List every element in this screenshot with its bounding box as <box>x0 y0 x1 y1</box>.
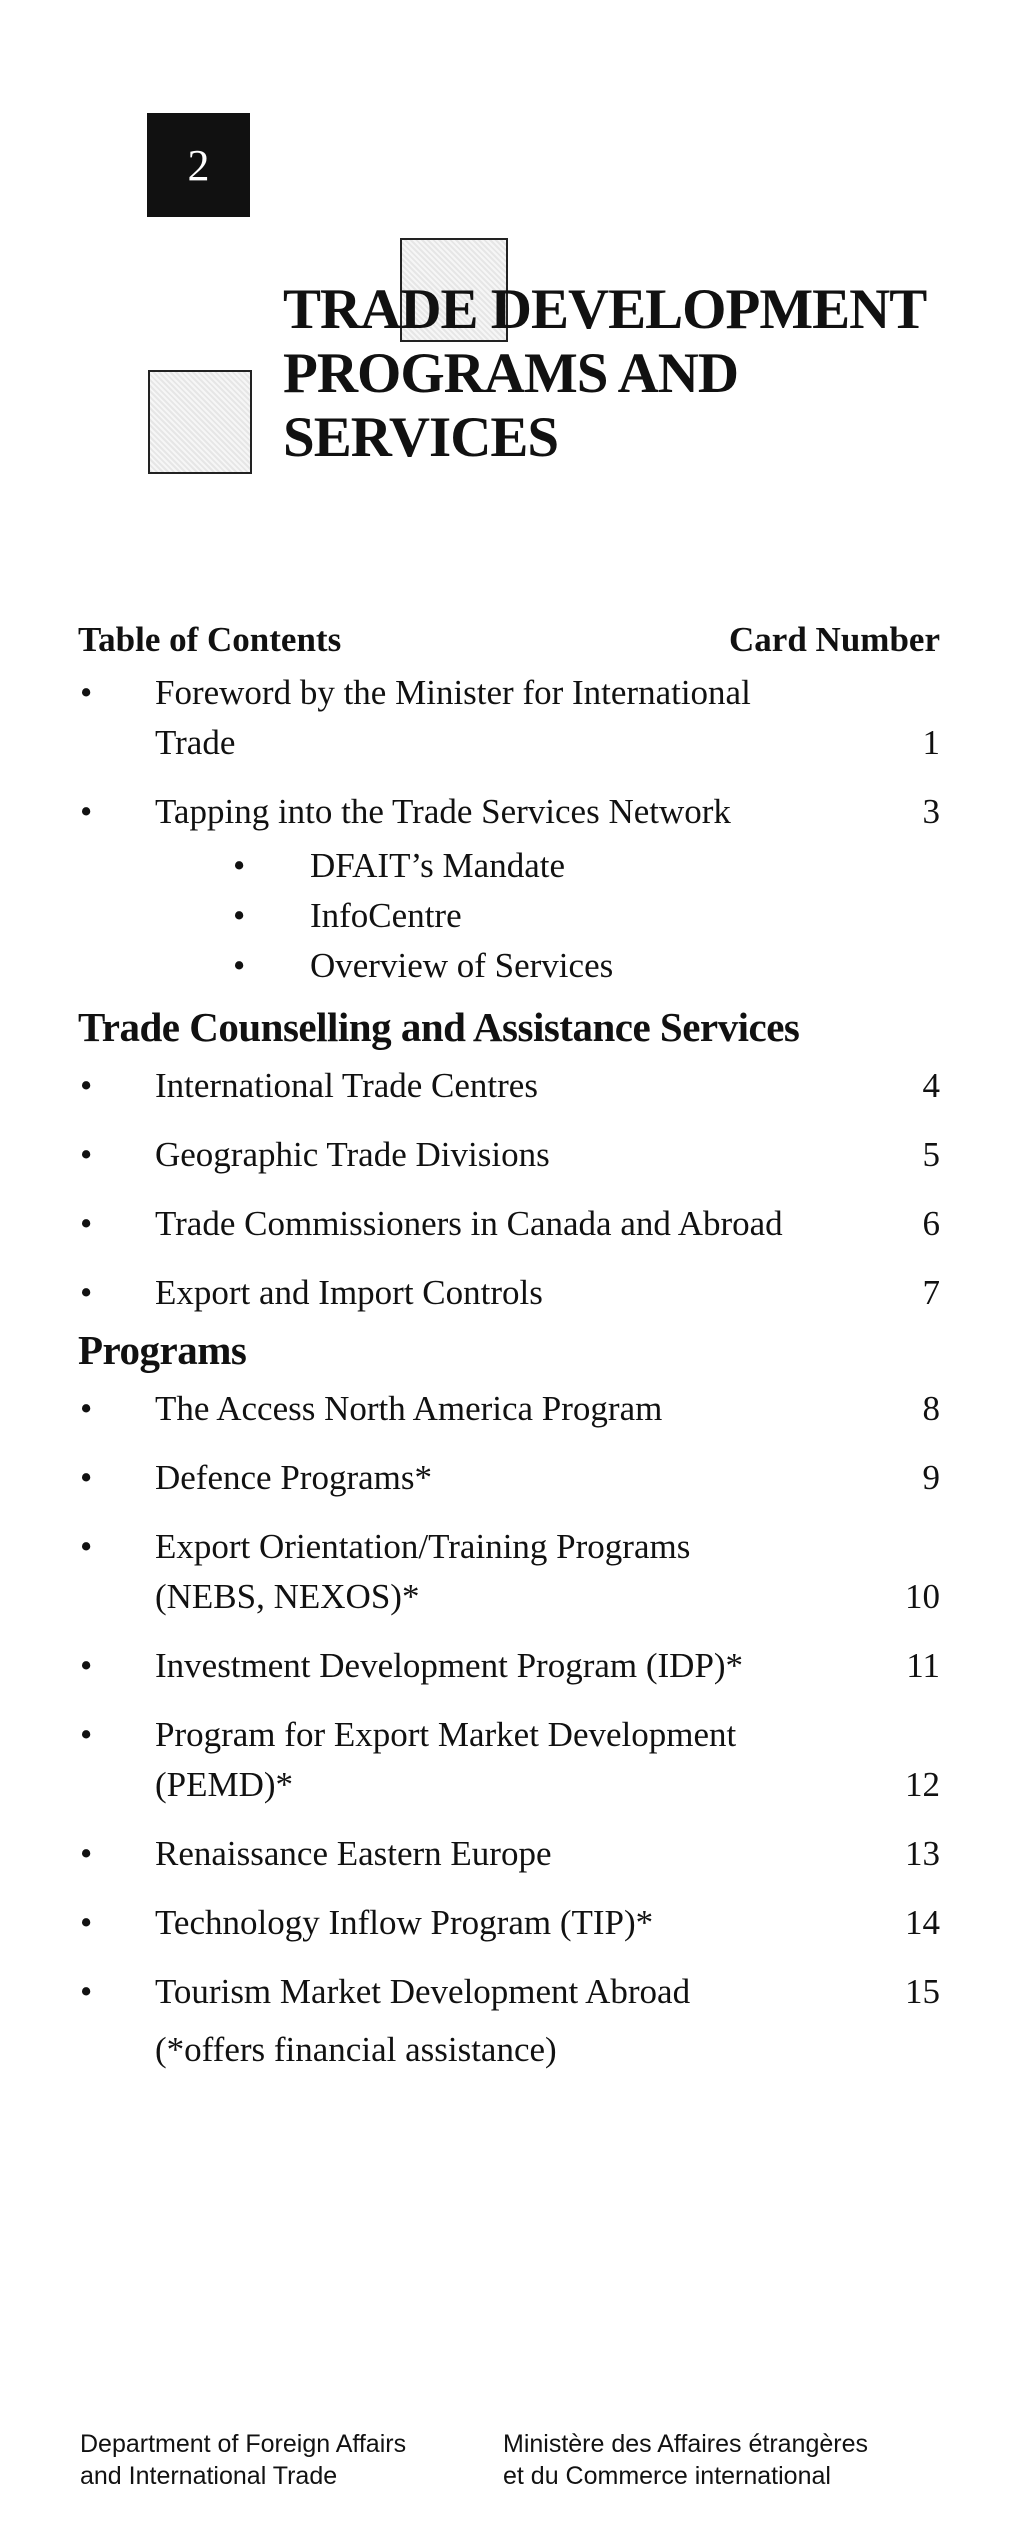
toc-entry[interactable] <box>78 1384 940 1434</box>
bullet-icon: • <box>80 1066 93 1105</box>
bullet-icon: • <box>80 1527 93 1566</box>
toc-entry-card-number: 8 <box>922 1389 940 1428</box>
bullet-icon: • <box>80 792 93 831</box>
toc-entry[interactable] <box>78 1710 940 1810</box>
table-of-contents <box>78 600 940 2075</box>
toc-subitem[interactable] <box>78 841 940 891</box>
footer-english <box>80 2428 503 2492</box>
toc-entry-card-number: 5 <box>922 1135 940 1174</box>
bullet-icon: • <box>80 1273 93 1312</box>
toc-entry-foreword[interactable] <box>78 668 940 768</box>
toc-entry-text: Export Orientation/Training Programs (NEBS, NEXOS)* <box>155 1527 691 1616</box>
toc-entry-text: Technology Inflow Program (TIP)* <box>155 1903 654 1942</box>
toc-entry-text: Renaissance Eastern Europe <box>155 1834 552 1873</box>
section-title-trade-counselling: Trade Counselling and Assistance Services <box>78 1004 800 1050</box>
title-line-1: TRADE DEVELOPMENT <box>283 278 927 341</box>
footer-english-line: and International Trade <box>80 2462 338 2490</box>
footer-french <box>503 2428 868 2492</box>
toc-subitem-text: Overview of Services <box>310 946 614 985</box>
toc-entry-text: Trade Commissioners in Canada and Abroad <box>155 1204 783 1243</box>
toc-entry[interactable] <box>78 1453 940 1503</box>
card-number-heading: Card Number <box>729 620 940 659</box>
toc-entry-tapping[interactable] <box>78 787 940 837</box>
toc-entry-card-number: 10 <box>905 1577 940 1616</box>
toc-entry-text: Tourism Market Development Abroad <box>155 1972 691 2011</box>
toc-entry-card-number: 12 <box>905 1765 940 1804</box>
toc-entry-text: Export and Import Controls <box>155 1273 543 1312</box>
toc-entry[interactable] <box>78 1130 940 1180</box>
toc-entry-text: International Trade Centres <box>155 1066 538 1105</box>
bullet-icon: • <box>233 896 246 935</box>
toc-entry-card-number: 13 <box>905 1834 940 1873</box>
bullet-icon: • <box>80 1834 93 1873</box>
toc-entry-card-number: 7 <box>922 1273 940 1312</box>
toc-entry-card-number: 6 <box>922 1204 940 1243</box>
footer-french-line: et du Commerce international <box>503 2462 831 2490</box>
card-number-badge: 2 <box>147 113 250 217</box>
bullet-icon: • <box>80 1458 93 1497</box>
toc-subitem-text: InfoCentre <box>310 896 462 935</box>
toc-entry-text: Investment Development Program (IDP)* <box>155 1646 744 1685</box>
toc-entry[interactable] <box>78 1522 940 1622</box>
toc-entry-card-number: 4 <box>922 1066 940 1105</box>
toc-entry-text: Foreword by the Minister for International Trade <box>155 673 751 762</box>
bullet-icon: • <box>233 946 246 985</box>
footer <box>80 2428 960 2492</box>
toc-entry-text: The Access North America Program <box>155 1389 663 1428</box>
decorative-box-left <box>148 370 252 474</box>
bullet-icon: • <box>80 673 93 712</box>
toc-subitem-text: DFAIT’s Mandate <box>310 846 565 885</box>
toc-subitem[interactable] <box>78 891 940 941</box>
toc-entry-card-number: 15 <box>905 1972 940 2011</box>
toc-entry-card-number: 9 <box>922 1458 940 1497</box>
toc-subitem[interactable] <box>78 941 940 991</box>
toc-entry[interactable] <box>78 1967 940 2017</box>
toc-entry-card-number: 3 <box>922 792 940 831</box>
toc-entry[interactable] <box>78 1898 940 1948</box>
bullet-icon: • <box>80 1646 93 1685</box>
toc-entry-text: Program for Export Market Development (PEMD)* <box>155 1715 737 1804</box>
bullet-icon: • <box>80 1903 93 1942</box>
page-title <box>283 278 926 470</box>
bullet-icon: • <box>80 1135 93 1174</box>
toc-entry[interactable] <box>78 1199 940 1249</box>
toc-entry-card-number: 11 <box>906 1646 940 1685</box>
bullet-icon: • <box>80 1389 93 1428</box>
toc-entry-text: Tapping into the Trade Services Network <box>155 792 731 831</box>
bullet-icon: • <box>80 1204 93 1243</box>
toc-entry[interactable] <box>78 1061 940 1111</box>
title-line-2: PROGRAMS AND <box>283 342 739 405</box>
toc-entry[interactable] <box>78 1829 940 1879</box>
toc-entry-text: Geographic Trade Divisions <box>155 1135 550 1174</box>
toc-header <box>78 600 940 668</box>
toc-entry[interactable] <box>78 1268 940 1318</box>
bullet-icon: • <box>80 1715 93 1754</box>
title-line-3: SERVICES <box>283 406 559 469</box>
section-title-programs: Programs <box>78 1327 247 1373</box>
toc-entry[interactable] <box>78 1641 940 1691</box>
toc-entry-text: Defence Programs* <box>155 1458 432 1497</box>
toc-heading: Table of Contents <box>78 620 342 659</box>
bullet-icon: • <box>80 1972 93 2011</box>
footer-french-line: Ministère des Affaires étrangères <box>503 2430 869 2458</box>
footer-english-line: Department of Foreign Affairs <box>80 2430 407 2458</box>
toc-entry-card-number: 14 <box>905 1903 940 1942</box>
financial-assistance-note: (*offers financial assistance) <box>155 2030 557 2069</box>
bullet-icon: • <box>233 846 246 885</box>
toc-entry-card-number: 1 <box>922 723 940 762</box>
